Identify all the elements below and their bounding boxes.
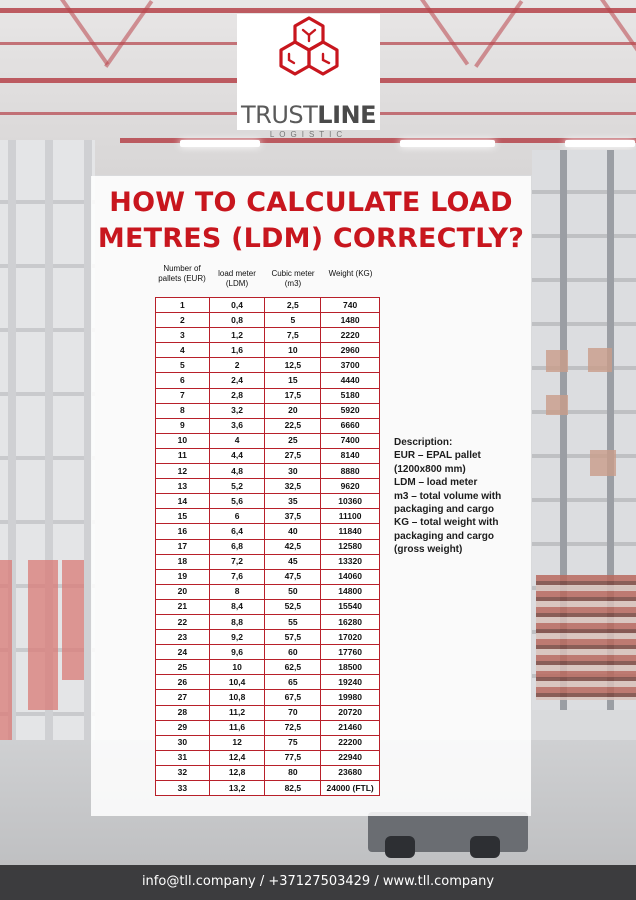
cell-cubic-meter: 65 <box>265 675 321 690</box>
cell-pallets: 21 <box>156 599 210 614</box>
page-title: HOW TO CALCULATE LOAD METRES (LDM) CORRECTLY? <box>97 187 525 254</box>
cell-cubic-meter: 67,5 <box>265 690 321 705</box>
cell-weight: 19980 <box>321 690 380 705</box>
cell-pallets: 13 <box>156 479 210 494</box>
header-load-meter: load meter (LDM) <box>218 269 256 288</box>
forklift-wheel <box>385 836 415 858</box>
cell-pallets: 11 <box>156 448 210 463</box>
table-row <box>156 539 380 554</box>
cell-pallets: 10 <box>156 433 210 448</box>
header-weight: Weight (KG) <box>328 269 373 278</box>
cell-weight: 9620 <box>321 479 380 494</box>
cell-load-meter: 4,8 <box>209 464 265 479</box>
cell-weight: 11100 <box>321 509 380 524</box>
table-row <box>156 358 380 373</box>
cell-load-meter: 12,4 <box>209 750 265 765</box>
table-row <box>156 418 380 433</box>
cell-pallets: 2 <box>156 313 210 328</box>
cell-cubic-meter: 45 <box>265 554 321 569</box>
cell-cubic-meter: 30 <box>265 464 321 479</box>
cell-weight: 10360 <box>321 494 380 509</box>
table-row <box>156 690 380 705</box>
cell-pallets: 23 <box>156 630 210 645</box>
cell-load-meter: 6,4 <box>209 524 265 539</box>
cell-pallets: 31 <box>156 750 210 765</box>
cell-load-meter: 1,6 <box>209 343 265 358</box>
cell-weight: 4440 <box>321 373 380 388</box>
cell-cubic-meter: 2,5 <box>265 298 321 313</box>
cell-cubic-meter: 50 <box>265 584 321 599</box>
footer-contacts: info@tll.company / +37127503429 / www.tll.company <box>141 874 495 889</box>
stock-block <box>0 560 12 740</box>
table-row <box>156 479 380 494</box>
cell-pallets: 1 <box>156 298 210 313</box>
cell-load-meter: 0,8 <box>209 313 265 328</box>
description-line: (gross weight) <box>394 544 463 556</box>
cell-pallets: 5 <box>156 358 210 373</box>
cell-load-meter: 10 <box>209 660 265 675</box>
description-line: KG – total weight with <box>394 517 499 529</box>
description <box>394 436 524 557</box>
table-row <box>156 494 380 509</box>
description-line: packaging and cargo <box>394 530 495 542</box>
cell-load-meter: 7,2 <box>209 554 265 569</box>
cell-load-meter: 11,6 <box>209 720 265 735</box>
cell-cubic-meter: 52,5 <box>265 599 321 614</box>
stock-block <box>28 560 58 710</box>
cell-cubic-meter: 40 <box>265 524 321 539</box>
cell-load-meter: 12 <box>209 735 265 750</box>
cell-weight: 11840 <box>321 524 380 539</box>
cell-pallets: 9 <box>156 418 210 433</box>
table-row <box>156 448 380 463</box>
cell-load-meter: 13,2 <box>209 781 265 796</box>
logo-word-bold: LINE <box>317 101 376 129</box>
cell-weight: 5180 <box>321 388 380 403</box>
ceiling-light <box>180 140 260 147</box>
cell-pallets: 26 <box>156 675 210 690</box>
cell-cubic-meter: 72,5 <box>265 720 321 735</box>
cell-cubic-meter: 12,5 <box>265 358 321 373</box>
cell-pallets: 28 <box>156 705 210 720</box>
cell-pallets: 8 <box>156 403 210 418</box>
cell-weight: 23680 <box>321 765 380 780</box>
cell-pallets: 18 <box>156 554 210 569</box>
description-line: m3 – total volume with <box>394 490 502 502</box>
cell-cubic-meter: 80 <box>265 765 321 780</box>
logo-subtitle: LOGISTIC <box>269 130 348 139</box>
cell-cubic-meter: 77,5 <box>265 750 321 765</box>
cell-cubic-meter: 60 <box>265 645 321 660</box>
cargo-box <box>590 450 616 476</box>
ceiling-light <box>400 140 495 147</box>
cell-load-meter: 1,2 <box>209 328 265 343</box>
table-row <box>156 373 380 388</box>
cell-load-meter: 5,2 <box>209 479 265 494</box>
cell-cubic-meter: 20 <box>265 403 321 418</box>
cell-load-meter: 6,8 <box>209 539 265 554</box>
cell-cubic-meter: 27,5 <box>265 448 321 463</box>
hexagon-logo-icon <box>277 16 341 78</box>
footer-bar <box>0 865 636 900</box>
cell-weight: 22940 <box>321 750 380 765</box>
cell-load-meter: 8,8 <box>209 614 265 629</box>
cell-cubic-meter: 32,5 <box>265 479 321 494</box>
cell-pallets: 12 <box>156 464 210 479</box>
roof-truss <box>0 8 636 13</box>
cell-load-meter: 10,8 <box>209 690 265 705</box>
cell-load-meter: 9,6 <box>209 645 265 660</box>
table-row <box>156 569 380 584</box>
table-row <box>156 524 380 539</box>
cell-load-meter: 5,6 <box>209 494 265 509</box>
cell-weight: 740 <box>321 298 380 313</box>
cell-weight: 1480 <box>321 313 380 328</box>
cell-pallets: 3 <box>156 328 210 343</box>
cell-load-meter: 9,2 <box>209 630 265 645</box>
cell-cubic-meter: 82,5 <box>265 781 321 796</box>
cell-cubic-meter: 47,5 <box>265 569 321 584</box>
cell-cubic-meter: 10 <box>265 343 321 358</box>
cell-pallets: 22 <box>156 614 210 629</box>
table-row <box>156 781 380 796</box>
cell-load-meter: 4 <box>209 433 265 448</box>
cell-pallets: 17 <box>156 539 210 554</box>
cell-load-meter: 11,2 <box>209 705 265 720</box>
table-row <box>156 675 380 690</box>
cell-load-meter: 8,4 <box>209 599 265 614</box>
cell-load-meter: 4,4 <box>209 448 265 463</box>
cell-weight: 8880 <box>321 464 380 479</box>
ceiling-light <box>565 140 635 147</box>
table-row <box>156 328 380 343</box>
cell-weight: 21460 <box>321 720 380 735</box>
cell-weight: 15540 <box>321 599 380 614</box>
description-line: LDM – load meter <box>394 477 478 489</box>
table-row <box>156 388 380 403</box>
cell-weight: 22200 <box>321 735 380 750</box>
cell-load-meter: 6 <box>209 509 265 524</box>
table-row <box>156 313 380 328</box>
table-row <box>156 554 380 569</box>
cargo-box <box>546 395 568 415</box>
ldm-table-body <box>156 298 380 796</box>
table-row <box>156 464 380 479</box>
cell-load-meter: 0,4 <box>209 298 265 313</box>
cell-weight: 24000 (FTL) <box>321 781 380 796</box>
cell-pallets: 4 <box>156 343 210 358</box>
cell-weight: 7400 <box>321 433 380 448</box>
cell-weight: 2220 <box>321 328 380 343</box>
table-row <box>156 614 380 629</box>
cell-weight: 6660 <box>321 418 380 433</box>
description-line: EUR – EPAL pallet <box>394 450 481 462</box>
cell-load-meter: 12,8 <box>209 765 265 780</box>
description-line: Description: <box>394 437 453 448</box>
cell-weight: 3700 <box>321 358 380 373</box>
cell-load-meter: 2,4 <box>209 373 265 388</box>
cell-load-meter: 3,2 <box>209 403 265 418</box>
cell-pallets: 27 <box>156 690 210 705</box>
cell-pallets: 14 <box>156 494 210 509</box>
cell-cubic-meter: 37,5 <box>265 509 321 524</box>
logo-wordmark <box>237 102 380 128</box>
cell-cubic-meter: 22,5 <box>265 418 321 433</box>
cell-weight: 14060 <box>321 569 380 584</box>
cell-pallets: 6 <box>156 373 210 388</box>
company-logo <box>237 14 380 139</box>
table-row <box>156 599 380 614</box>
cell-weight: 5920 <box>321 403 380 418</box>
cell-load-meter: 2 <box>209 358 265 373</box>
table-row <box>156 343 380 358</box>
cell-cubic-meter: 42,5 <box>265 539 321 554</box>
table-row <box>156 584 380 599</box>
cell-weight: 14800 <box>321 584 380 599</box>
description-line: (1200x800 mm) <box>394 463 466 475</box>
stock-block <box>62 560 84 680</box>
cell-pallets: 15 <box>156 509 210 524</box>
cell-cubic-meter: 75 <box>265 735 321 750</box>
table-row <box>156 765 380 780</box>
cell-pallets: 24 <box>156 645 210 660</box>
table-row <box>156 705 380 720</box>
cell-load-meter: 3,6 <box>209 418 265 433</box>
pallet-stack <box>536 575 636 700</box>
cell-weight: 18500 <box>321 660 380 675</box>
cell-pallets: 7 <box>156 388 210 403</box>
cell-pallets: 16 <box>156 524 210 539</box>
header-cubic-meter: Cubic meter (m3) <box>271 269 315 288</box>
description-line: packaging and cargo <box>394 504 495 516</box>
table-row <box>156 630 380 645</box>
cargo-box <box>546 350 568 372</box>
cell-cubic-meter: 35 <box>265 494 321 509</box>
table-row <box>156 403 380 418</box>
cell-pallets: 25 <box>156 660 210 675</box>
cell-weight: 2960 <box>321 343 380 358</box>
ldm-table <box>155 297 380 796</box>
table-row <box>156 298 380 313</box>
cell-cubic-meter: 15 <box>265 373 321 388</box>
cell-pallets: 32 <box>156 765 210 780</box>
cell-pallets: 19 <box>156 569 210 584</box>
table-row <box>156 750 380 765</box>
cell-load-meter: 8 <box>209 584 265 599</box>
cell-cubic-meter: 57,5 <box>265 630 321 645</box>
cell-cubic-meter: 7,5 <box>265 328 321 343</box>
cell-cubic-meter: 5 <box>265 313 321 328</box>
cell-load-meter: 2,8 <box>209 388 265 403</box>
cell-load-meter: 7,6 <box>209 569 265 584</box>
cell-pallets: 30 <box>156 735 210 750</box>
cell-cubic-meter: 55 <box>265 614 321 629</box>
cell-weight: 20720 <box>321 705 380 720</box>
table-row <box>156 433 380 448</box>
cell-cubic-meter: 62,5 <box>265 660 321 675</box>
cell-pallets: 29 <box>156 720 210 735</box>
cargo-box <box>588 348 612 372</box>
cell-weight: 8140 <box>321 448 380 463</box>
table-row <box>156 645 380 660</box>
cell-weight: 19240 <box>321 675 380 690</box>
cell-weight: 17020 <box>321 630 380 645</box>
cell-cubic-meter: 17,5 <box>265 388 321 403</box>
cell-pallets: 33 <box>156 781 210 796</box>
cell-cubic-meter: 25 <box>265 433 321 448</box>
cell-weight: 13320 <box>321 554 380 569</box>
cell-load-meter: 10,4 <box>209 675 265 690</box>
table-row <box>156 509 380 524</box>
header-pallets: Number of pallets (EUR) <box>158 264 206 283</box>
cell-weight: 12580 <box>321 539 380 554</box>
table-row <box>156 735 380 750</box>
forklift-wheel <box>470 836 500 858</box>
cell-pallets: 20 <box>156 584 210 599</box>
cell-weight: 17760 <box>321 645 380 660</box>
cell-cubic-meter: 70 <box>265 705 321 720</box>
logo-word-light: TRUST <box>241 101 318 129</box>
cell-weight: 16280 <box>321 614 380 629</box>
table-row <box>156 720 380 735</box>
table-row <box>156 660 380 675</box>
